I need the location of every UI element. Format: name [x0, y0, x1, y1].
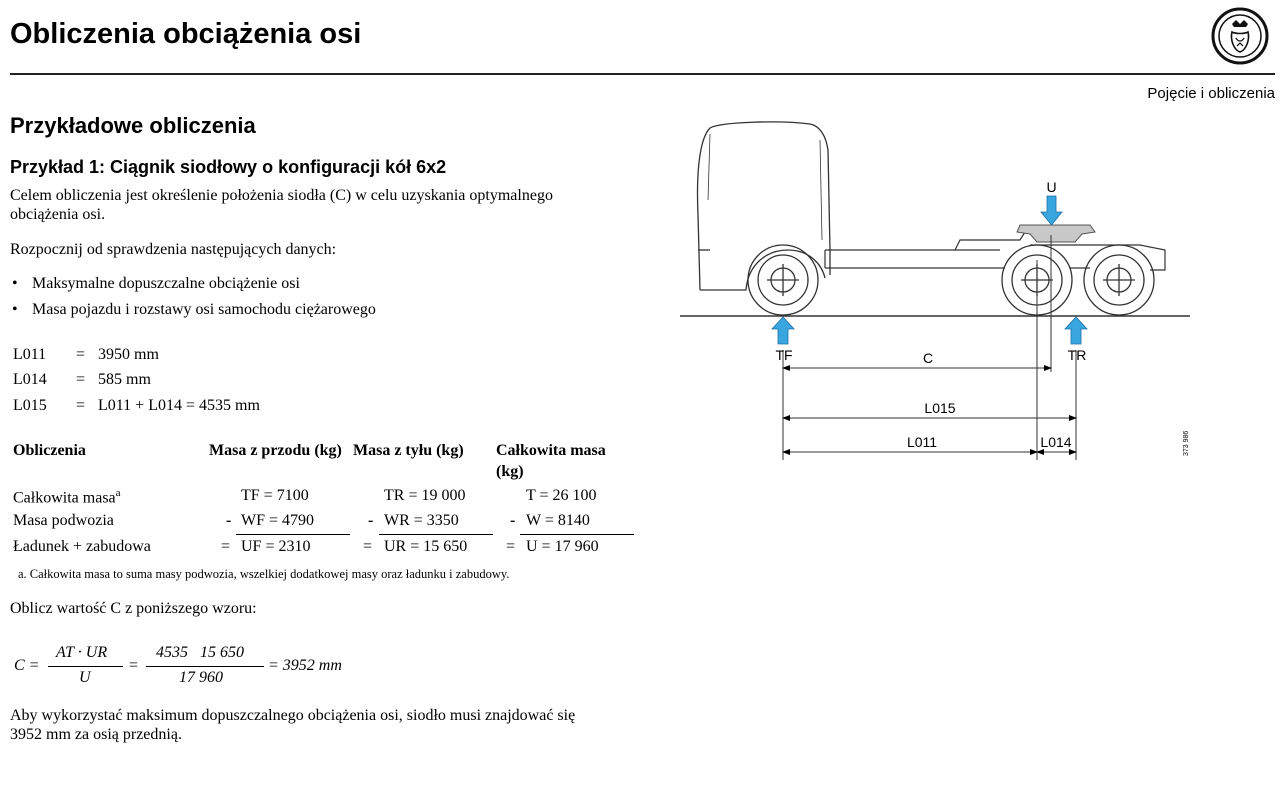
table-row-label: Masa podwozia: [13, 512, 114, 529]
formula-denominator: U: [79, 669, 91, 686]
formula-lhs: C =: [14, 657, 40, 674]
table-cell: TR = 19 000: [384, 487, 466, 504]
dimension-value: 585 mm: [98, 371, 151, 388]
table-cell: W = 8140: [526, 512, 590, 529]
dimension-equals: =: [76, 371, 86, 388]
fraction-bar: [48, 666, 123, 667]
front-wheel: [748, 245, 818, 315]
table-cell: U = 17 960: [526, 538, 599, 555]
dimension-value: L011 + L014 = 4535 mm: [98, 397, 260, 414]
intro-paragraph: Celem obliczenia jest określenie położenia siodła (C) w celu uzyskania optymalnego obciążenia osi.: [10, 187, 553, 223]
table-operator: -: [226, 512, 232, 529]
table-footnote: a. Całkowita masa to suma masy podwozia, wszelkiej dodatkowej masy oraz ładunku i zabudowy.: [18, 567, 510, 581]
label-l015: L015: [924, 400, 956, 416]
table-header: Obliczenia: [13, 442, 86, 459]
sum-underline: [236, 534, 350, 535]
footnote-marker: a: [115, 487, 121, 499]
bullet-icon: •: [12, 301, 18, 318]
label-l011: L011: [906, 434, 938, 450]
dimension-name: L011: [13, 346, 47, 363]
table-header: Masa z tyłu (kg): [353, 442, 464, 459]
table-row-label: Ładunek + zabudowa: [13, 538, 151, 555]
formula-equals: =: [128, 657, 139, 674]
formula-result: = 3952 mm: [268, 657, 342, 674]
start-paragraph: Rozpocznij od sprawdzenia następujących danych:: [10, 241, 337, 258]
load-u-arrow: [1041, 196, 1062, 225]
table-cell: TF = 7100: [241, 487, 309, 504]
table-row-label: Całkowita masa$^a$: [13, 487, 121, 507]
table-header: Masa z przodu (kg): [209, 442, 342, 459]
bullet-icon: •: [12, 275, 18, 292]
table-header: Całkowita masa (kg): [496, 442, 606, 480]
list-item-text: Masa pojazdu i rozstawy osi samochodu ciężarowego: [32, 301, 376, 318]
table-operator: =: [506, 538, 516, 555]
formula-denominator: 17 960: [179, 669, 223, 686]
table-cell: UR = 15 650: [384, 538, 468, 555]
dimension-equals: =: [76, 346, 86, 363]
list-item-text: Maksymalne dopuszczalne obciążenie osi: [32, 275, 300, 292]
fraction-bar: [146, 666, 264, 667]
table-operator: =: [221, 538, 231, 555]
page-title: Obliczenia obciążenia osi: [10, 18, 362, 50]
truck-diagram: [670, 110, 1210, 480]
example-heading: Przykład 1: Ciągnik siodłowy o konfiguracji kół 6x2: [10, 157, 447, 177]
sum-underline: [379, 534, 493, 535]
chassis-frame: [825, 232, 1165, 270]
label-u: U: [1046, 179, 1057, 195]
label-l014: L014: [1040, 434, 1072, 450]
table-operator: -: [368, 512, 374, 529]
formula-numerator: AT · UR: [56, 644, 108, 661]
dimension-value: 3950 mm: [98, 346, 159, 363]
formula-numerator: 4535 15 650: [156, 644, 244, 661]
conclusion-paragraph: Aby wykorzystać maksimum dopuszczalnego obciążenia osi, siodło musi znajdować się 3952 mm za osią przednią.: [10, 707, 576, 743]
table-cell: WR = 3350: [384, 512, 459, 529]
label-tf: TF: [775, 347, 793, 363]
tag-wheel: [1084, 245, 1154, 315]
dimension-name: L014: [13, 371, 47, 388]
table-operator: =: [363, 538, 373, 555]
figure-code: 373 986: [1183, 430, 1190, 456]
table-operator: -: [510, 512, 516, 529]
list-item: [12, 275, 300, 293]
table-cell: UF = 2310: [241, 538, 311, 555]
table-cell: T = 26 100: [526, 487, 597, 504]
dimension-equals: =: [76, 397, 86, 414]
fifth-wheel: [1017, 225, 1095, 242]
list-item: [12, 301, 376, 319]
table-cell: WF = 4790: [241, 512, 315, 529]
label-tr: TR: [1067, 347, 1087, 363]
load-tr-arrow: [1065, 317, 1087, 344]
section-label: Pojęcie i obliczenia: [1147, 85, 1275, 102]
section-heading: Przykładowe obliczenia: [10, 113, 256, 138]
label-c: C: [922, 350, 934, 366]
load-tf-arrow: [772, 317, 794, 344]
brand-logo-icon: [1210, 6, 1270, 66]
header-divider: [10, 73, 1275, 75]
sum-underline: [520, 534, 634, 535]
calc-instruction: Oblicz wartość C z poniższego wzoru:: [10, 600, 257, 617]
dimension-name: L015: [13, 397, 47, 414]
